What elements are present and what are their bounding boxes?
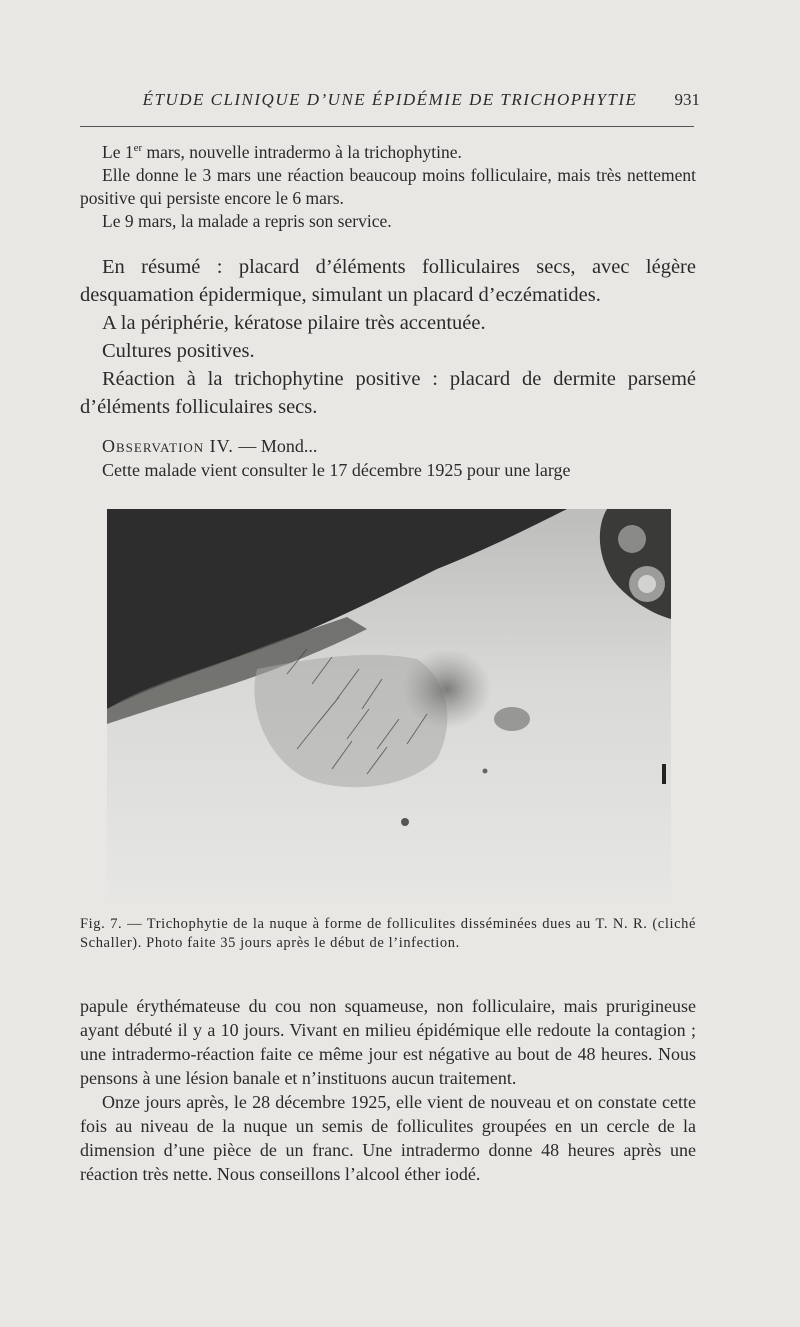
- body-paragraph-1: papule érythémateuse du cou non squameuse, non folliculaire, mais prurigineuse ayant débuté il y a 10 jours. Vivant en milieu épidémique elle redoute la contagion ; une intradermo-réaction faite ce même jour est négative au bout de 48 heures. Nous pensons à une lésion banale et n’instituons aucun traitement.: [80, 996, 696, 1088]
- running-title: ÉTUDE CLINIQUE D’UNE ÉPIDÉMIE DE TRICHOPHYTIE: [142, 90, 638, 109]
- observation-intro: Cette malade vient consulter le 17 décembre 1925 pour une large: [102, 460, 571, 480]
- note-paragraph-3: Le 9 mars, la malade a repris son service.: [102, 211, 392, 231]
- observation-subject: — Mond...: [233, 436, 318, 456]
- observation-heading: [80, 434, 696, 458]
- summary-paragraph-1: En résumé : placard d’éléments folliculaires secs, avec légère desquamation épidermique, simulant un placard d’eczématides.: [80, 256, 696, 306]
- figure-photograph: [107, 509, 671, 897]
- summary-section: [80, 253, 696, 421]
- page-header: [80, 90, 700, 118]
- observation-section: [80, 434, 696, 482]
- body-paragraph-2: Onze jours après, le 28 décembre 1925, elle vient de nouveau et on constate cette fois au niveau de la nuque un semis de folliculites groupées en un cercle de la dimension d’une pièce de un franc. Une intradermo donne 48 heures après une réaction très nette. Nous conseillons l’alcool éther iodé.: [80, 1092, 696, 1184]
- summary-paragraph-4: Réaction à la trichophytine positive : placard de dermite parsemé d’éléments folliculaires secs.: [80, 368, 696, 418]
- note-paragraph-1: [80, 141, 696, 164]
- neck-photo-illustration: [107, 509, 671, 897]
- note-text: mars, nouvelle intradermo à la trichophytine.: [142, 142, 462, 162]
- note-paragraph-2: Elle donne le 3 mars une réaction beaucoup moins folliculaire, mais très nettement positive qui persiste encore le 6 mars.: [80, 165, 696, 208]
- note-text: Le 1: [102, 142, 134, 162]
- superscript: er: [133, 142, 143, 155]
- summary-paragraph-2: A la périphérie, kératose pilaire très accentuée.: [102, 312, 486, 334]
- observation-label: Observation IV.: [102, 436, 234, 456]
- figure-caption: Fig. 7. — Trichophytie de la nuque à forme de folliculites disséminées dues au T. N. R. (cliché Schaller). Photo faite 35 jours après le début de l’infection.: [80, 916, 696, 951]
- summary-paragraph-3: Cultures positives.: [102, 340, 255, 362]
- page-number: 931: [674, 90, 700, 109]
- body-section: [80, 994, 696, 1186]
- top-notes: [80, 141, 696, 233]
- header-rule: [80, 126, 694, 127]
